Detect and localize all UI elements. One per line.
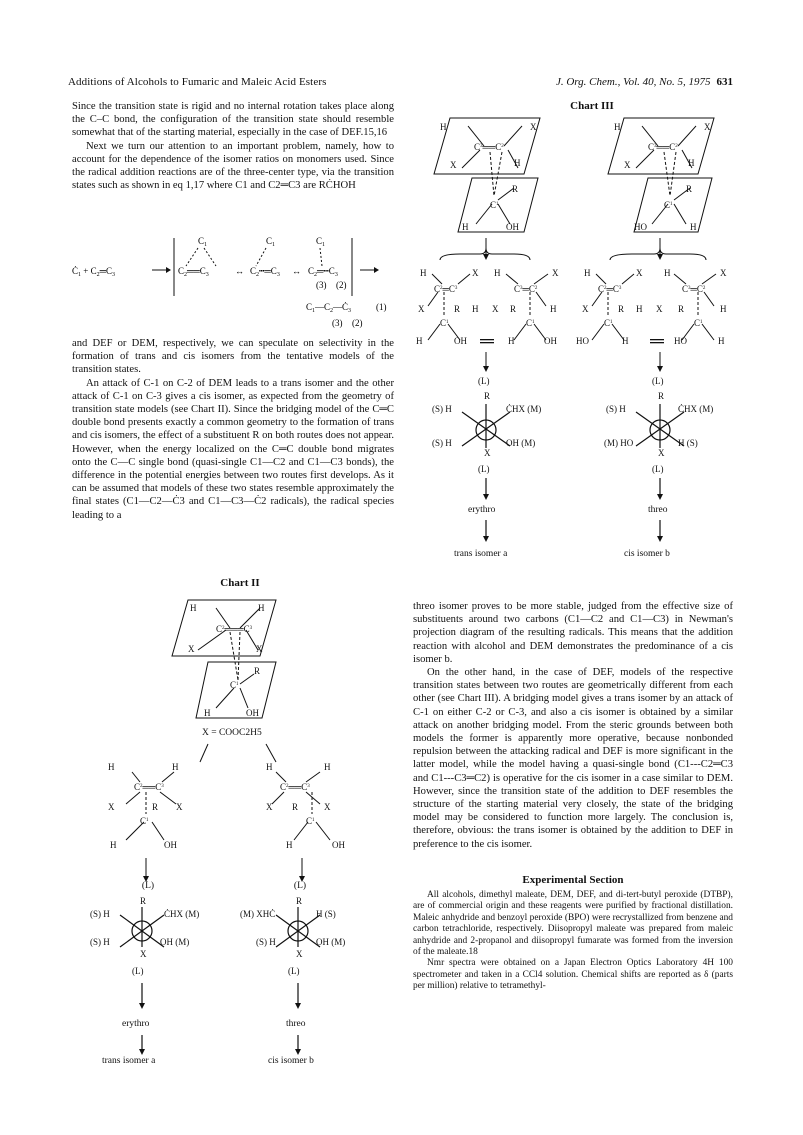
svg-text:C1: $C^1$	[230, 680, 239, 690]
svg-text:C1: $C^1$	[306, 816, 315, 826]
svg-text:C3══C2: $C^3══C^2$	[648, 142, 678, 152]
svg-text:H: H	[416, 336, 423, 346]
svg-text:C3═C2: $C^3═C^2$	[682, 284, 706, 294]
svg-text:H: H	[636, 304, 643, 314]
exp-paragraph-1: All alcohols, dimethyl maleate, DEM, DEF, and di-tert-butyl peroxide (DTBP), are of commercial origin and these reagents were purified by fractional distillation. Maleic anhydride and benzoyl peroxide (BPO) were recrystallized from benzene and carbon tetrachloride, respectively. Diisopropyl maleate was prepared from maleic anhydride and 2-propanol and diisopropyl fumarate was formed from the inversion of the maleate.18	[413, 890, 733, 958]
eq-label-3a: (3)	[316, 280, 327, 290]
svg-text:C2══C3: $C^2══C^3$	[134, 782, 164, 792]
svg-text:C1: $C^1$	[604, 318, 613, 328]
svg-text:C1—C2—Ċ3: $C_1—C_2—Ċ_3$	[306, 302, 352, 314]
svg-text:X: X	[450, 160, 457, 170]
journal-citation	[556, 76, 733, 88]
chart3-right-L-top: (L)	[652, 376, 664, 386]
svg-text:↔: ↔	[292, 266, 301, 276]
svg-text:X: X	[418, 304, 425, 314]
svg-text:H: H	[286, 840, 293, 850]
paragraph-2: Next we turn our attention to an important problem, namely, how to account for the dependence of the isomer ratios on monomers used. Since the radical addition reactions are of the three-center type, via the transition states such as shown in eq 1,17 where C1 and C2═C3 are RĊHOH	[72, 140, 394, 192]
svg-text:H: H	[584, 268, 591, 278]
chart2-right-isomer: cis isomer b	[268, 1056, 314, 1066]
eq-label-3b: (3)	[332, 318, 343, 328]
chart2-left-name: erythro	[122, 1019, 150, 1029]
chart3-right-X: X	[658, 448, 665, 458]
svg-text:H: H	[266, 762, 273, 772]
svg-text:C2┅═C3: $C_2┅═C_3$	[250, 266, 280, 278]
svg-text:X: X	[324, 802, 331, 812]
svg-text:X: X	[188, 644, 195, 654]
svg-text:R: R	[686, 184, 693, 194]
chart2-right-bottom-left: (S) H	[256, 937, 276, 947]
svg-text:H: H	[718, 336, 725, 346]
svg-text:R: R	[618, 304, 625, 314]
svg-text:H: H	[622, 336, 629, 346]
chart2-right-name: threo	[286, 1019, 306, 1029]
svg-text:H: H	[110, 840, 117, 850]
page-number: 631	[716, 76, 733, 88]
svg-text:HO: HO	[674, 336, 687, 346]
chart3-left-L-bottom: (L)	[478, 464, 490, 474]
experimental-section-title: Experimental Section	[522, 874, 624, 886]
chart3-left-isomer: trans isomer a	[454, 549, 508, 559]
svg-text:H: H	[514, 158, 521, 168]
chart2-left-R: R	[140, 896, 147, 906]
svg-text:HO: HO	[634, 222, 647, 232]
svg-text:H: H	[324, 762, 331, 772]
svg-text:R: R	[454, 304, 461, 314]
svg-text:OH: OH	[246, 708, 259, 718]
experimental-text	[413, 890, 733, 993]
chart2-left-X: X	[140, 949, 147, 959]
svg-text:C1: $C_1$	[266, 236, 276, 248]
journal-name: J. Org. Chem., Vol. 40, No. 5, 1975	[555, 76, 711, 88]
chart-2-title: Chart II	[220, 577, 260, 589]
chart3-right-name: threo	[648, 505, 668, 515]
svg-text:X: X	[256, 644, 263, 654]
svg-text:C1: $C^1$	[490, 200, 499, 210]
paragraph-1: Since the transition state is rigid and no internal rotation takes place along the C–C bond, the configuration of the transition state should resemble somewhat that of the starting material, especially in the case of DEF.15,16	[72, 101, 394, 139]
svg-text:H: H	[420, 268, 427, 278]
svg-text:H: H	[108, 762, 115, 772]
svg-text:C3══C2: $C^3══C^2$	[474, 142, 504, 152]
svg-text:C2═C3: $C^2═C^3$	[598, 284, 622, 294]
chart-2-newman	[80, 893, 400, 1133]
chart-2-diagram	[80, 592, 400, 907]
svg-text:C1: $C_1$	[198, 236, 208, 248]
svg-text:C2══C3: $C^2══C^3$	[280, 782, 310, 792]
chart3-left-top-right: ĊHX (M)	[506, 404, 542, 414]
svg-text:H: H	[550, 304, 557, 314]
svg-text:C1: $C^1$	[440, 318, 449, 328]
svg-text:H: H	[688, 158, 695, 168]
eq-label-2a: (2)	[336, 280, 347, 290]
svg-text:R: R	[292, 802, 299, 812]
svg-text:H: H	[472, 304, 479, 314]
left-column-bottom	[72, 337, 394, 522]
svg-text:X: X	[636, 268, 643, 278]
svg-text:C2══C3: $C_2══C_3$	[178, 266, 209, 278]
chart3-left-R: R	[484, 391, 491, 401]
chart3-left-X: X	[484, 448, 491, 458]
svg-text:C2═══C3: $C^2═══C^3$	[216, 624, 253, 634]
svg-text:C2═┅C3: $C_2═┅C_3$	[308, 266, 338, 278]
left-column-top	[72, 100, 394, 192]
svg-text:Ċ1 + C2═C3: $Ċ_1$ + $C_2═C_3$	[72, 266, 115, 278]
right-column-text	[413, 600, 733, 851]
svg-text:X: X	[624, 160, 631, 170]
exp-paragraph-2: Nmr spectra were obtained on a Japan Electron Optics Laboratory 4H 100 spectrometer and taken in a CCl4 solution. Chemical shifts are reported as δ (parts per million) relative to tetramethyl-	[413, 958, 733, 992]
svg-text:H: H	[462, 222, 469, 232]
svg-text:OH: OH	[454, 336, 467, 346]
svg-text:R: R	[152, 802, 159, 812]
chart2-left-bottom-left: (S) H	[90, 937, 110, 947]
chart-3-diagram	[410, 112, 740, 592]
svg-text:H: H	[720, 304, 727, 314]
svg-text:X: X	[266, 802, 273, 812]
chart2-right-X: X	[296, 949, 303, 959]
eq-label-2b: (2)	[352, 318, 363, 328]
svg-text:X: X	[492, 304, 499, 314]
svg-text:X: X	[704, 122, 711, 132]
svg-text:X: X	[176, 802, 183, 812]
svg-text:H: H	[690, 222, 697, 232]
chart2-right-R: R	[296, 896, 303, 906]
svg-text:OH: OH	[332, 840, 345, 850]
chart2-right-top-right: H (S)	[316, 909, 336, 919]
svg-text:X: X	[552, 268, 559, 278]
chart2-left-top-right: ĊHX (M)	[164, 909, 200, 919]
chart3-left-bottom-right: OH (M)	[506, 438, 536, 448]
svg-text:C1: $C^1$	[694, 318, 703, 328]
svg-text:OH: OH	[506, 222, 519, 232]
svg-text:H: H	[664, 268, 671, 278]
svg-text:OH: OH	[544, 336, 557, 346]
svg-text:C3═C2: $C^3═C^2$	[514, 284, 538, 294]
chart3-left-top-left: (S) H	[432, 404, 452, 414]
svg-text:C1: $C^1$	[140, 816, 149, 826]
paragraph-3: and DEF or DEM, respectively, we can speculate on selectivity in the formation of trans and cis isomers from the tentative models of the transition states.	[72, 338, 394, 376]
svg-text:H: H	[494, 268, 501, 278]
svg-text:C1: $C^1$	[526, 318, 535, 328]
equation-number: (1)	[376, 302, 387, 312]
svg-text:H: H	[440, 122, 447, 132]
chart2-right-top-left: (M) XHĊ	[240, 909, 276, 919]
svg-text:H: H	[614, 122, 621, 132]
svg-text:C1: $C^1$	[664, 200, 673, 210]
svg-text:X: X	[720, 268, 727, 278]
paragraph-4: An attack of C-1 on C-2 of DEM leads to a trans isomer and the other attack of C-1 on C-3 gives a cis isomer, as expected from the geometry of transition state models (see Chart II). Since the bridging model of the C═C double bond presents exactly a common geometry to the formation of trans and cis isomers, the effect of a substituent R on both routes does not appear. However, when the energy localized on the C═C double bond migrates onto the C—C single bond (quasi-single C1—C2 and C1—C3 bonds), the difference in the potential energies between two routes first develops. As it can be assumed that models of these two states resemble approximately the final states (C1—C2—Ċ3 and C1—C3—Ċ2 radicals), the radical species leading to a	[72, 377, 394, 521]
svg-text:R: R	[510, 304, 517, 314]
svg-text:H: H	[190, 603, 197, 613]
svg-text:X: X	[530, 122, 537, 132]
chart2-left-L-top: (L)	[141, 881, 155, 891]
chart2-right-L-bottom: (L)	[288, 966, 300, 976]
svg-text:H: H	[204, 708, 211, 718]
chart3-right-top-left: (S) H	[606, 404, 626, 414]
chart2-right-L-top: (L)	[293, 881, 307, 891]
paragraph-right-1: threo isomer proves to be more stable, judged from the effective size of substituents around two carbons (C1—C2 and C1—C3) in Newman's projection diagram of the resulting radicals. This means that the addition reaction with alcohol and DEM demonstrates the predominance of a cis isomer b.	[413, 601, 733, 665]
chart2-left-isomer: trans isomer a	[102, 1056, 156, 1066]
chart2-right-bottom-right: OH (M)	[316, 937, 346, 947]
chart3-left-name: erythro	[468, 505, 496, 515]
chart3-right-R: R	[658, 391, 665, 401]
chart3-left-L-top: (L)	[478, 376, 490, 386]
svg-text:R: R	[678, 304, 685, 314]
chart3-right-bottom-left: (M) HO	[604, 438, 634, 448]
chart2-left-bottom-right: OH (M)	[160, 937, 190, 947]
svg-text:C1: $C_1$	[316, 236, 326, 248]
svg-text:H: H	[258, 603, 265, 613]
equation-1	[70, 232, 400, 332]
chart2-left-top-left: (S) H	[90, 909, 110, 919]
svg-text:HO: HO	[576, 336, 589, 346]
chart3-left-bottom-left: (S) H	[432, 438, 452, 448]
chart3-right-isomer: cis isomer b	[624, 549, 670, 559]
svg-text:↔: ↔	[235, 266, 244, 276]
svg-text:X: X	[108, 802, 115, 812]
chart3-right-bottom-right: H (S)	[678, 438, 698, 448]
svg-text:X: X	[582, 304, 589, 314]
chart2-left-L-bottom: (L)	[132, 966, 144, 976]
svg-text:X: X	[656, 304, 663, 314]
paragraph-right-2: On the other hand, in the case of DEF, models of the respective transition states between two routes are geometrically different from each other (see Chart III). A bridging model gives a trans isomer by an attack of C-1 on either C-2 or C-3, and also a cis isomer is obtained by a similar attack on another bridging model. From the steric grounds between both models the former is apparently more operative, because nonbonded repulsion between the attacking radical and DEF is more significant in the latter model, while the model having a quasi-single bond (C1---C2═C3 and C1---C3═C2) is operative for the cis isomer in a case similar to DEM. However, since the transition state of the addition to DEF resembles the structure of the starting material very closely, the state of the bridging model may be considered to function more largely. The conclusion is, therefore, obvious: the trans isomer is obtained by the addition to DEF in preference to the cis isomer.	[413, 667, 733, 850]
svg-text:OH: OH	[164, 840, 177, 850]
chart3-right-L-bottom: (L)	[652, 464, 664, 474]
svg-text:C2═C3: $C^2═C^3$	[434, 284, 458, 294]
x-definition: X = COOC2H5	[202, 728, 262, 738]
chart3-right-top-right: ĊHX (M)	[678, 404, 714, 414]
chart-3-title: Chart III	[570, 100, 614, 112]
svg-text:R: R	[512, 184, 519, 194]
svg-text:X: X	[472, 268, 479, 278]
svg-text:R: R	[254, 666, 261, 676]
svg-text:H: H	[508, 336, 515, 346]
svg-text:H: H	[172, 762, 179, 772]
running-title: Additions of Alcohols to Fumaric and Maleic Acid Esters	[68, 76, 327, 88]
